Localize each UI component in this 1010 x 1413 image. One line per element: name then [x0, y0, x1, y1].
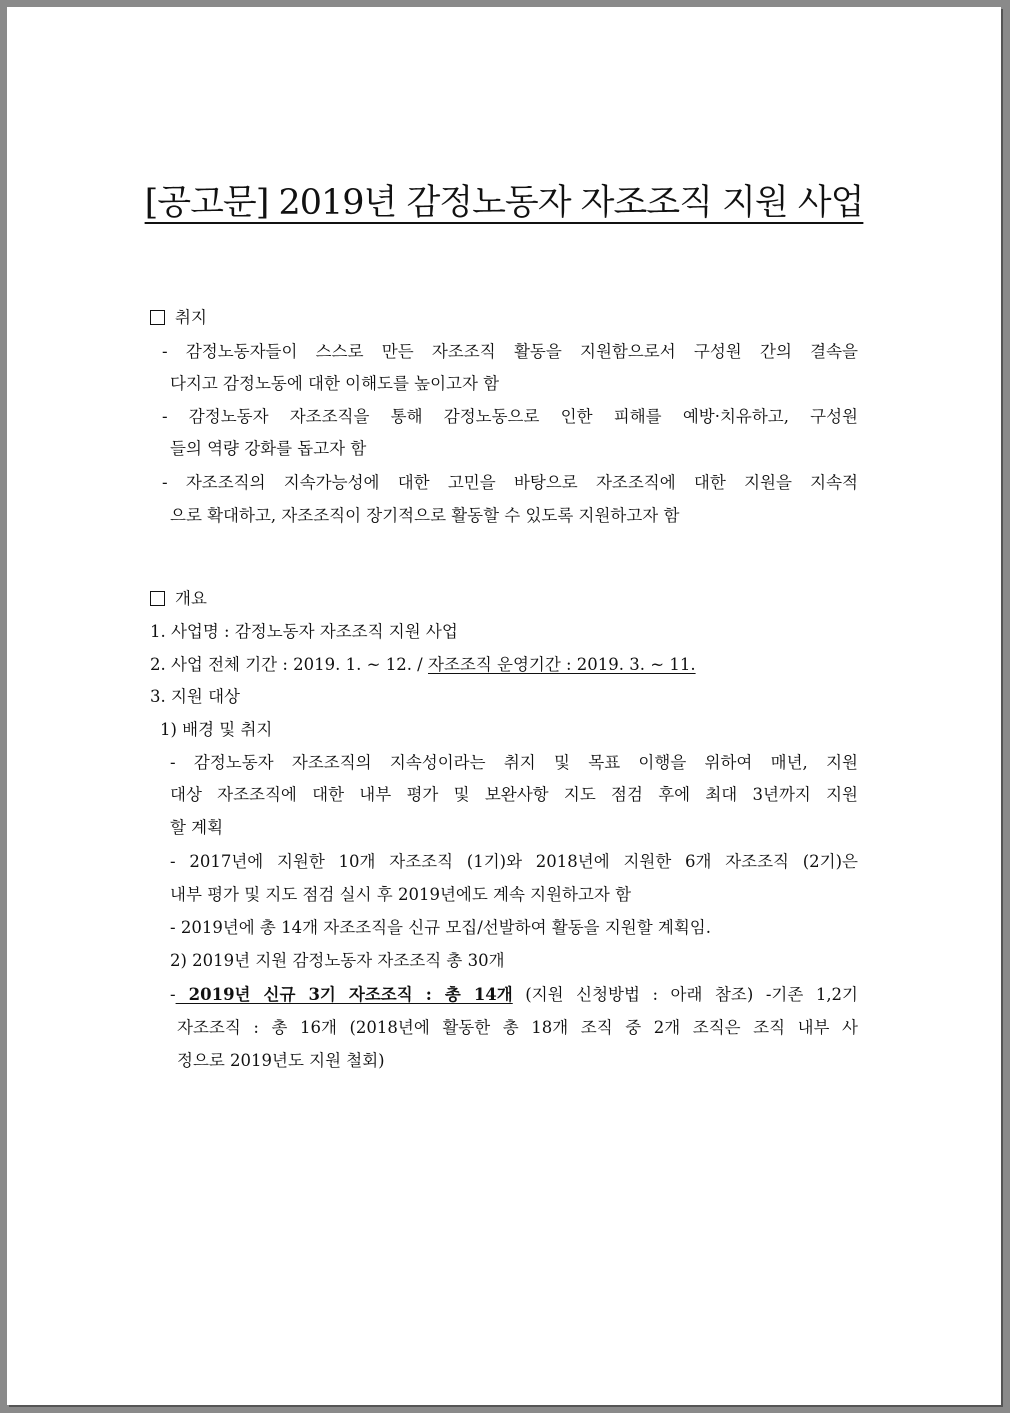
- new-orgs-highlight: 2019년 신규 3기 자조조직 : 총 14개: [175, 985, 513, 1004]
- overview-item-target: 3. 지원 대상: [150, 687, 240, 706]
- overview-item-name: 1. 사업명 : 감정노동자 자조조직 지원 사업: [150, 622, 458, 641]
- purpose-line: - 자조조직의 지속가능성에 대한 고민을 바탕으로 자조조직에 대한 지원을 지속적: [162, 473, 858, 492]
- background-line: - 감정노동자 자조조직의 지속성이라는 취지 및 목표 이행을 위하여 매년, 지원: [170, 753, 858, 772]
- purpose-line: 으로 확대하고, 자조조직이 장기적으로 활동할 수 있도록 지원하고자 함: [170, 506, 680, 525]
- existing-orgs-line: 정으로 2019년도 지원 철회): [177, 1051, 385, 1070]
- overview-item-period: [150, 655, 696, 675]
- purpose-line: - 감정노동자들이 스스로 만든 자조조직 활동을 지원함으로서 구성원 간의 결속을: [162, 342, 858, 361]
- new-orgs-rest: (지원 신청방법 : 아래 참조) -기존 1,2기: [512, 985, 858, 1004]
- checkbox-square-icon: [150, 310, 165, 325]
- new-orgs-dash: -: [170, 985, 176, 1004]
- background-line: 내부 평가 및 지도 점검 실시 후 2019년에도 계속 지원하고자 함: [170, 885, 632, 904]
- section-heading-overview: [150, 589, 207, 609]
- document-title: [7, 175, 1001, 225]
- new-orgs-line: [170, 985, 858, 1005]
- purpose-line: 들의 역량 강화를 돕고자 함: [170, 439, 367, 458]
- document-page: [7, 7, 1001, 1405]
- background-line: - 2017년에 지원한 10개 자조조직 (1기)와 2018년에 지원한 6개 자조조직 (2기)은: [170, 852, 858, 871]
- purpose-heading-label: 취지: [175, 308, 207, 327]
- period-operation: 자조조직 운영기간 : 2019. 3. ~ 11.: [428, 655, 696, 674]
- background-line: 대상 자조조직에 대한 내부 평가 및 보완사항 지도 점검 후에 최대 3년까지 지원: [170, 785, 858, 804]
- existing-orgs-line: 자조조직 : 총 16개 (2018년에 활동한 총 18개 조직 중 2개 조직은 조직 내부 사: [177, 1018, 858, 1037]
- subsection-background: 1) 배경 및 취지: [160, 720, 273, 739]
- period-total: 2. 사업 전체 기간 : 2019. 1. ~ 12. /: [150, 655, 428, 674]
- purpose-line: - 감정노동자 자조조직을 통해 감정노동으로 인한 피해를 예방·치유하고, 구성원: [162, 407, 858, 426]
- background-line: - 2019년에 총 14개 자조조직을 신규 모집/선발하여 활동을 지원할 계획임.: [170, 918, 711, 937]
- title-text: [공고문] 2019년 감정노동자 자조조직 지원 사업: [144, 183, 864, 223]
- background-line: 할 계획: [170, 818, 224, 837]
- section-heading-purpose: [150, 308, 207, 328]
- subsection-total: 2) 2019년 지원 감정노동자 자조조직 총 30개: [170, 951, 505, 970]
- checkbox-square-icon: [150, 591, 165, 606]
- purpose-line: 다지고 감정노동에 대한 이해도를 높이고자 함: [170, 374, 500, 393]
- overview-heading-label: 개요: [175, 589, 207, 608]
